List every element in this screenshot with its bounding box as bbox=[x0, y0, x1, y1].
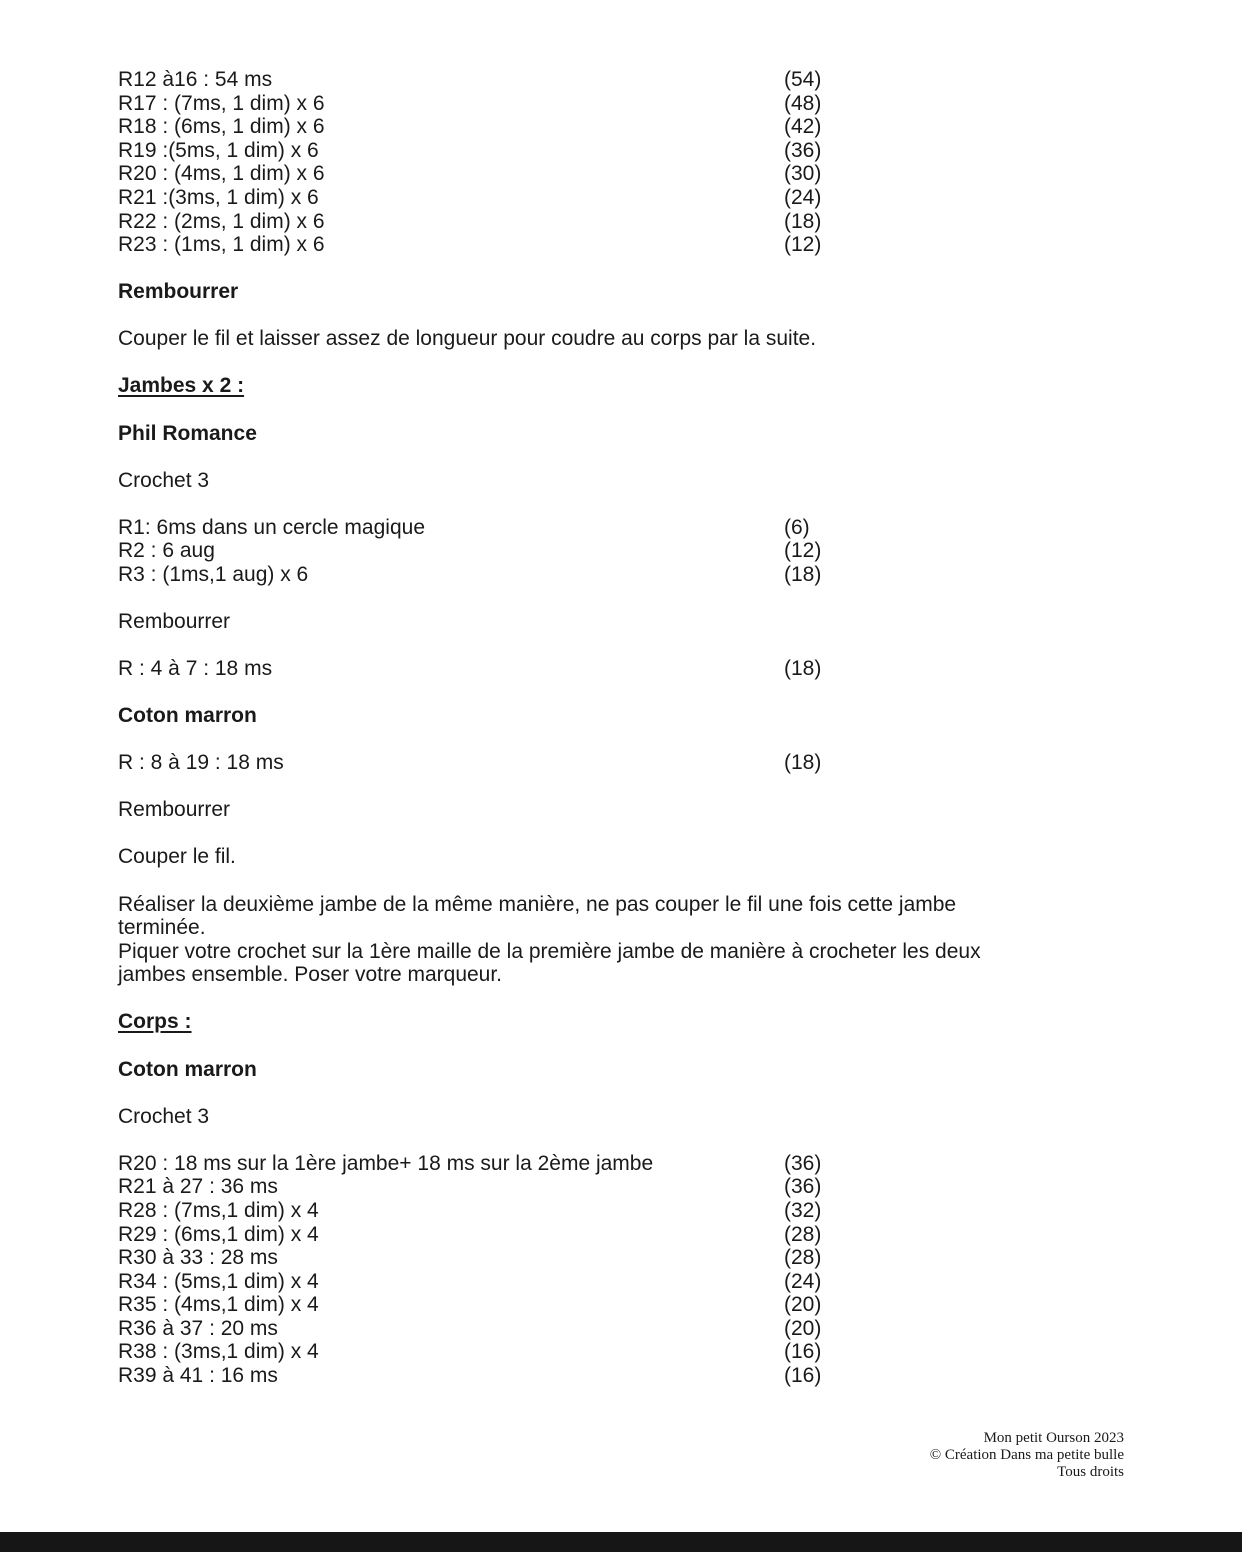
row-stitch-count: (42) bbox=[784, 115, 822, 139]
row-instruction: R22 : (2ms, 1 dim) x 6 bbox=[118, 209, 325, 233]
pattern-row bbox=[118, 1223, 1118, 1247]
pattern-row bbox=[118, 657, 1118, 681]
row-stitch-count: (6) bbox=[784, 515, 810, 539]
paragraph-line: jambes ensemble. Poser votre marqueur. bbox=[118, 963, 503, 987]
row-instruction: R30 à 33 : 28 ms bbox=[118, 1246, 278, 1270]
row-stitch-count: (32) bbox=[784, 1198, 822, 1222]
row-instruction: R : 4 à 7 : 18 ms bbox=[118, 657, 273, 681]
hook-size: Crochet 3 bbox=[118, 1104, 210, 1128]
row-instruction: R2 : 6 aug bbox=[118, 539, 215, 563]
row-stitch-count: (12) bbox=[784, 233, 822, 257]
row-stitch-count: (30) bbox=[784, 162, 822, 186]
row-stitch-count: (36) bbox=[784, 138, 822, 162]
pattern-row bbox=[118, 115, 1118, 139]
row-stitch-count: (12) bbox=[784, 539, 822, 563]
row-stitch-count: (54) bbox=[784, 68, 822, 91]
row-instruction: R28 : (7ms,1 dim) x 4 bbox=[118, 1198, 319, 1222]
pattern-row bbox=[118, 1199, 1118, 1223]
pattern-row bbox=[118, 210, 1118, 234]
row-instruction: R29 : (6ms,1 dim) x 4 bbox=[118, 1222, 319, 1246]
pattern-row bbox=[118, 563, 1118, 587]
row-instruction: R21 à 27 : 36 ms bbox=[118, 1175, 278, 1199]
pattern-row bbox=[118, 1364, 1118, 1388]
row-instruction: R20 : 18 ms sur la 1ère jambe+ 18 ms sur la 2ème jambe bbox=[118, 1151, 654, 1175]
stuffing-heading: Rembourrer bbox=[118, 280, 239, 304]
row-instruction: R35 : (4ms,1 dim) x 4 bbox=[118, 1293, 319, 1317]
row-stitch-count: (18) bbox=[784, 209, 822, 233]
pattern-row bbox=[118, 516, 1118, 540]
row-instruction: R17 : (7ms, 1 dim) x 6 bbox=[118, 91, 325, 115]
row-stitch-count: (28) bbox=[784, 1246, 822, 1270]
document-page bbox=[118, 68, 1118, 1388]
row-stitch-count: (24) bbox=[784, 1269, 822, 1293]
row-instruction: R23 : (1ms, 1 dim) x 6 bbox=[118, 233, 325, 257]
pattern-row bbox=[118, 1246, 1118, 1270]
legs-title-text: Jambes x 2 : bbox=[118, 374, 245, 398]
row-stitch-count: (36) bbox=[784, 1151, 822, 1175]
row-stitch-count: (48) bbox=[784, 91, 822, 115]
row-instruction: R20 : (4ms, 1 dim) x 6 bbox=[118, 162, 325, 186]
row-instruction: R : 8 à 19 : 18 ms bbox=[118, 751, 284, 775]
stuffing-instruction: Rembourrer bbox=[118, 798, 231, 822]
row-stitch-count: (20) bbox=[784, 1293, 822, 1317]
row-stitch-count: (16) bbox=[784, 1340, 822, 1364]
row-stitch-count: (18) bbox=[784, 751, 822, 775]
yarn-heading: Phil Romance bbox=[118, 421, 257, 445]
pattern-row bbox=[118, 186, 1118, 210]
hook-size: Crochet 3 bbox=[118, 468, 210, 492]
pattern-row bbox=[118, 92, 1118, 116]
row-instruction: R12 à16 : 54 ms bbox=[118, 68, 273, 91]
row-instruction: R19 :(5ms, 1 dim) x 6 bbox=[118, 138, 319, 162]
section-title-legs bbox=[118, 374, 1118, 398]
row-instruction: R34 : (5ms,1 dim) x 4 bbox=[118, 1269, 319, 1293]
pattern-row bbox=[118, 233, 1118, 257]
row-instruction: R1: 6ms dans un cercle magique bbox=[118, 515, 425, 539]
row-stitch-count: (20) bbox=[784, 1316, 822, 1340]
stuffing-instruction: Rembourrer bbox=[118, 610, 231, 633]
pattern-row bbox=[118, 751, 1118, 775]
pattern-row bbox=[118, 1175, 1118, 1199]
footer-rights: Tous droits bbox=[1057, 1464, 1124, 1480]
row-stitch-count: (18) bbox=[784, 657, 822, 681]
section-title-body bbox=[118, 1010, 1118, 1034]
pattern-row bbox=[118, 139, 1118, 163]
row-stitch-count: (36) bbox=[784, 1175, 822, 1199]
row-instruction: R21 :(3ms, 1 dim) x 6 bbox=[118, 185, 319, 209]
pattern-row bbox=[118, 1152, 1118, 1176]
row-stitch-count: (18) bbox=[784, 562, 822, 586]
body-title-text: Corps : bbox=[118, 1010, 192, 1034]
footer-copyright: © Création Dans ma petite bulle bbox=[929, 1447, 1124, 1463]
row-instruction: R36 à 37 : 20 ms bbox=[118, 1316, 278, 1340]
paragraph-line: Piquer votre crochet sur la 1ère maille de la première jambe de manière à crocheter les deux bbox=[118, 939, 981, 963]
row-instruction: R38 : (3ms,1 dim) x 4 bbox=[118, 1340, 319, 1364]
cut-yarn-instruction: Couper le fil. bbox=[118, 845, 236, 869]
row-stitch-count: (16) bbox=[784, 1364, 822, 1388]
yarn-heading: Coton marron bbox=[118, 1057, 257, 1081]
row-stitch-count: (24) bbox=[784, 185, 822, 209]
pattern-row bbox=[118, 1293, 1118, 1317]
pattern-row bbox=[118, 162, 1118, 186]
copyright-footer bbox=[930, 1430, 1124, 1481]
paragraph-line: terminée. bbox=[118, 916, 206, 940]
footer-title: Mon petit Ourson 2023 bbox=[983, 1430, 1124, 1446]
pattern-row bbox=[118, 68, 1118, 92]
cut-yarn-instruction: Couper le fil et laisser assez de longueur pour coudre au corps par la suite. bbox=[118, 327, 817, 351]
pattern-row bbox=[118, 539, 1118, 563]
row-instruction: R39 à 41 : 16 ms bbox=[118, 1364, 278, 1388]
pattern-row bbox=[118, 1317, 1118, 1341]
row-stitch-count: (28) bbox=[784, 1222, 822, 1246]
bottom-bar bbox=[0, 1532, 1242, 1552]
row-instruction: R3 : (1ms,1 aug) x 6 bbox=[118, 562, 309, 586]
row-instruction: R18 : (6ms, 1 dim) x 6 bbox=[118, 115, 325, 139]
pattern-row bbox=[118, 1340, 1118, 1364]
pattern-row bbox=[118, 1270, 1118, 1294]
paragraph-line: Réaliser la deuxième jambe de la même manière, ne pas couper le fil une fois cette jambe bbox=[118, 892, 957, 916]
yarn-heading: Coton marron bbox=[118, 704, 257, 728]
